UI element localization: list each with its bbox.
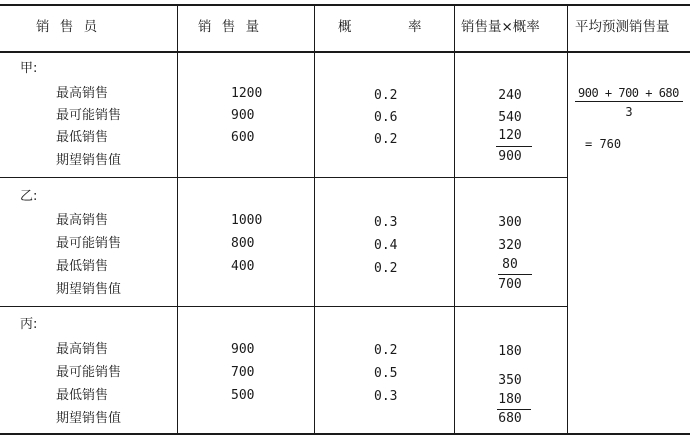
probability-value: 0.5 — [374, 366, 398, 381]
row-label: 最可能销售 — [56, 236, 122, 251]
row-label: 最低销售 — [56, 388, 109, 403]
probability-value: 0.6 — [374, 110, 398, 125]
volume-value: 1200 — [231, 86, 263, 101]
product-value: 120 — [498, 128, 522, 143]
probability-value: 0.4 — [374, 238, 398, 253]
product-value: 240 — [498, 88, 522, 103]
product-value: 300 — [498, 215, 522, 230]
header-bottom-border — [0, 51, 690, 53]
probability-value: 0.3 — [374, 215, 398, 230]
product-value: 180 — [498, 344, 522, 359]
volume-value: 400 — [231, 259, 255, 274]
volume-value: 900 — [231, 108, 255, 123]
header-average-forecast: 平均预测销售量 — [575, 19, 670, 35]
column-divider-4 — [567, 5, 568, 435]
column-divider-2 — [314, 5, 315, 435]
expected-value: 700 — [498, 277, 522, 292]
header-probability-b: 率 — [408, 19, 423, 35]
average-result: = 760 — [585, 137, 622, 151]
row-label: 最低销售 — [56, 130, 109, 145]
section-name: 丙: — [20, 317, 38, 332]
header-salesperson: 销 售 员 — [36, 19, 101, 35]
row-label: 最可能销售 — [56, 108, 122, 123]
volume-value: 700 — [231, 365, 255, 380]
row-label: 最高销售 — [56, 86, 109, 101]
volume-value: 600 — [231, 130, 255, 145]
section-name: 乙: — [20, 189, 38, 204]
probability-value: 0.2 — [374, 343, 398, 358]
row-label: 最高销售 — [56, 213, 109, 228]
volume-value: 800 — [231, 236, 255, 251]
row-label: 期望销售值 — [56, 282, 122, 297]
product-value: 540 — [498, 110, 522, 125]
sum-underline — [496, 146, 532, 147]
expected-value: 900 — [498, 149, 522, 164]
product-value: 320 — [498, 238, 522, 253]
row-label: 期望销售值 — [56, 411, 122, 426]
fraction-bar — [575, 101, 683, 102]
expected-value: 680 — [498, 411, 522, 426]
volume-value: 900 — [231, 342, 255, 357]
header-probability-a: 概 — [338, 19, 353, 35]
column-divider-1 — [177, 5, 178, 435]
probability-value: 0.2 — [374, 132, 398, 147]
header-volume: 销 售 量 — [198, 19, 263, 35]
product-value: 180 — [498, 392, 522, 407]
probability-value: 0.2 — [374, 88, 398, 103]
sum-underline — [498, 274, 532, 275]
section-divider-1 — [0, 177, 567, 178]
probability-value: 0.3 — [374, 389, 398, 404]
table-top-border — [0, 4, 690, 6]
average-denominator: 3 — [625, 105, 633, 119]
row-label: 期望销售值 — [56, 153, 122, 168]
section-divider-2 — [0, 306, 567, 307]
sum-underline — [497, 409, 531, 410]
row-label: 最低销售 — [56, 259, 109, 274]
product-value: 350 — [498, 373, 522, 388]
product-value: 80 — [502, 257, 518, 272]
volume-value: 500 — [231, 388, 255, 403]
row-label: 最可能销售 — [56, 365, 122, 380]
average-numerator: 900 + 700 + 680 — [578, 86, 679, 100]
section-name: 甲: — [20, 61, 38, 76]
probability-value: 0.2 — [374, 261, 398, 276]
volume-value: 1000 — [231, 213, 263, 228]
table-bottom-border — [0, 433, 690, 435]
row-label: 最高销售 — [56, 342, 109, 357]
column-divider-3 — [454, 5, 455, 435]
header-product: 销售量×概率 — [461, 19, 540, 35]
